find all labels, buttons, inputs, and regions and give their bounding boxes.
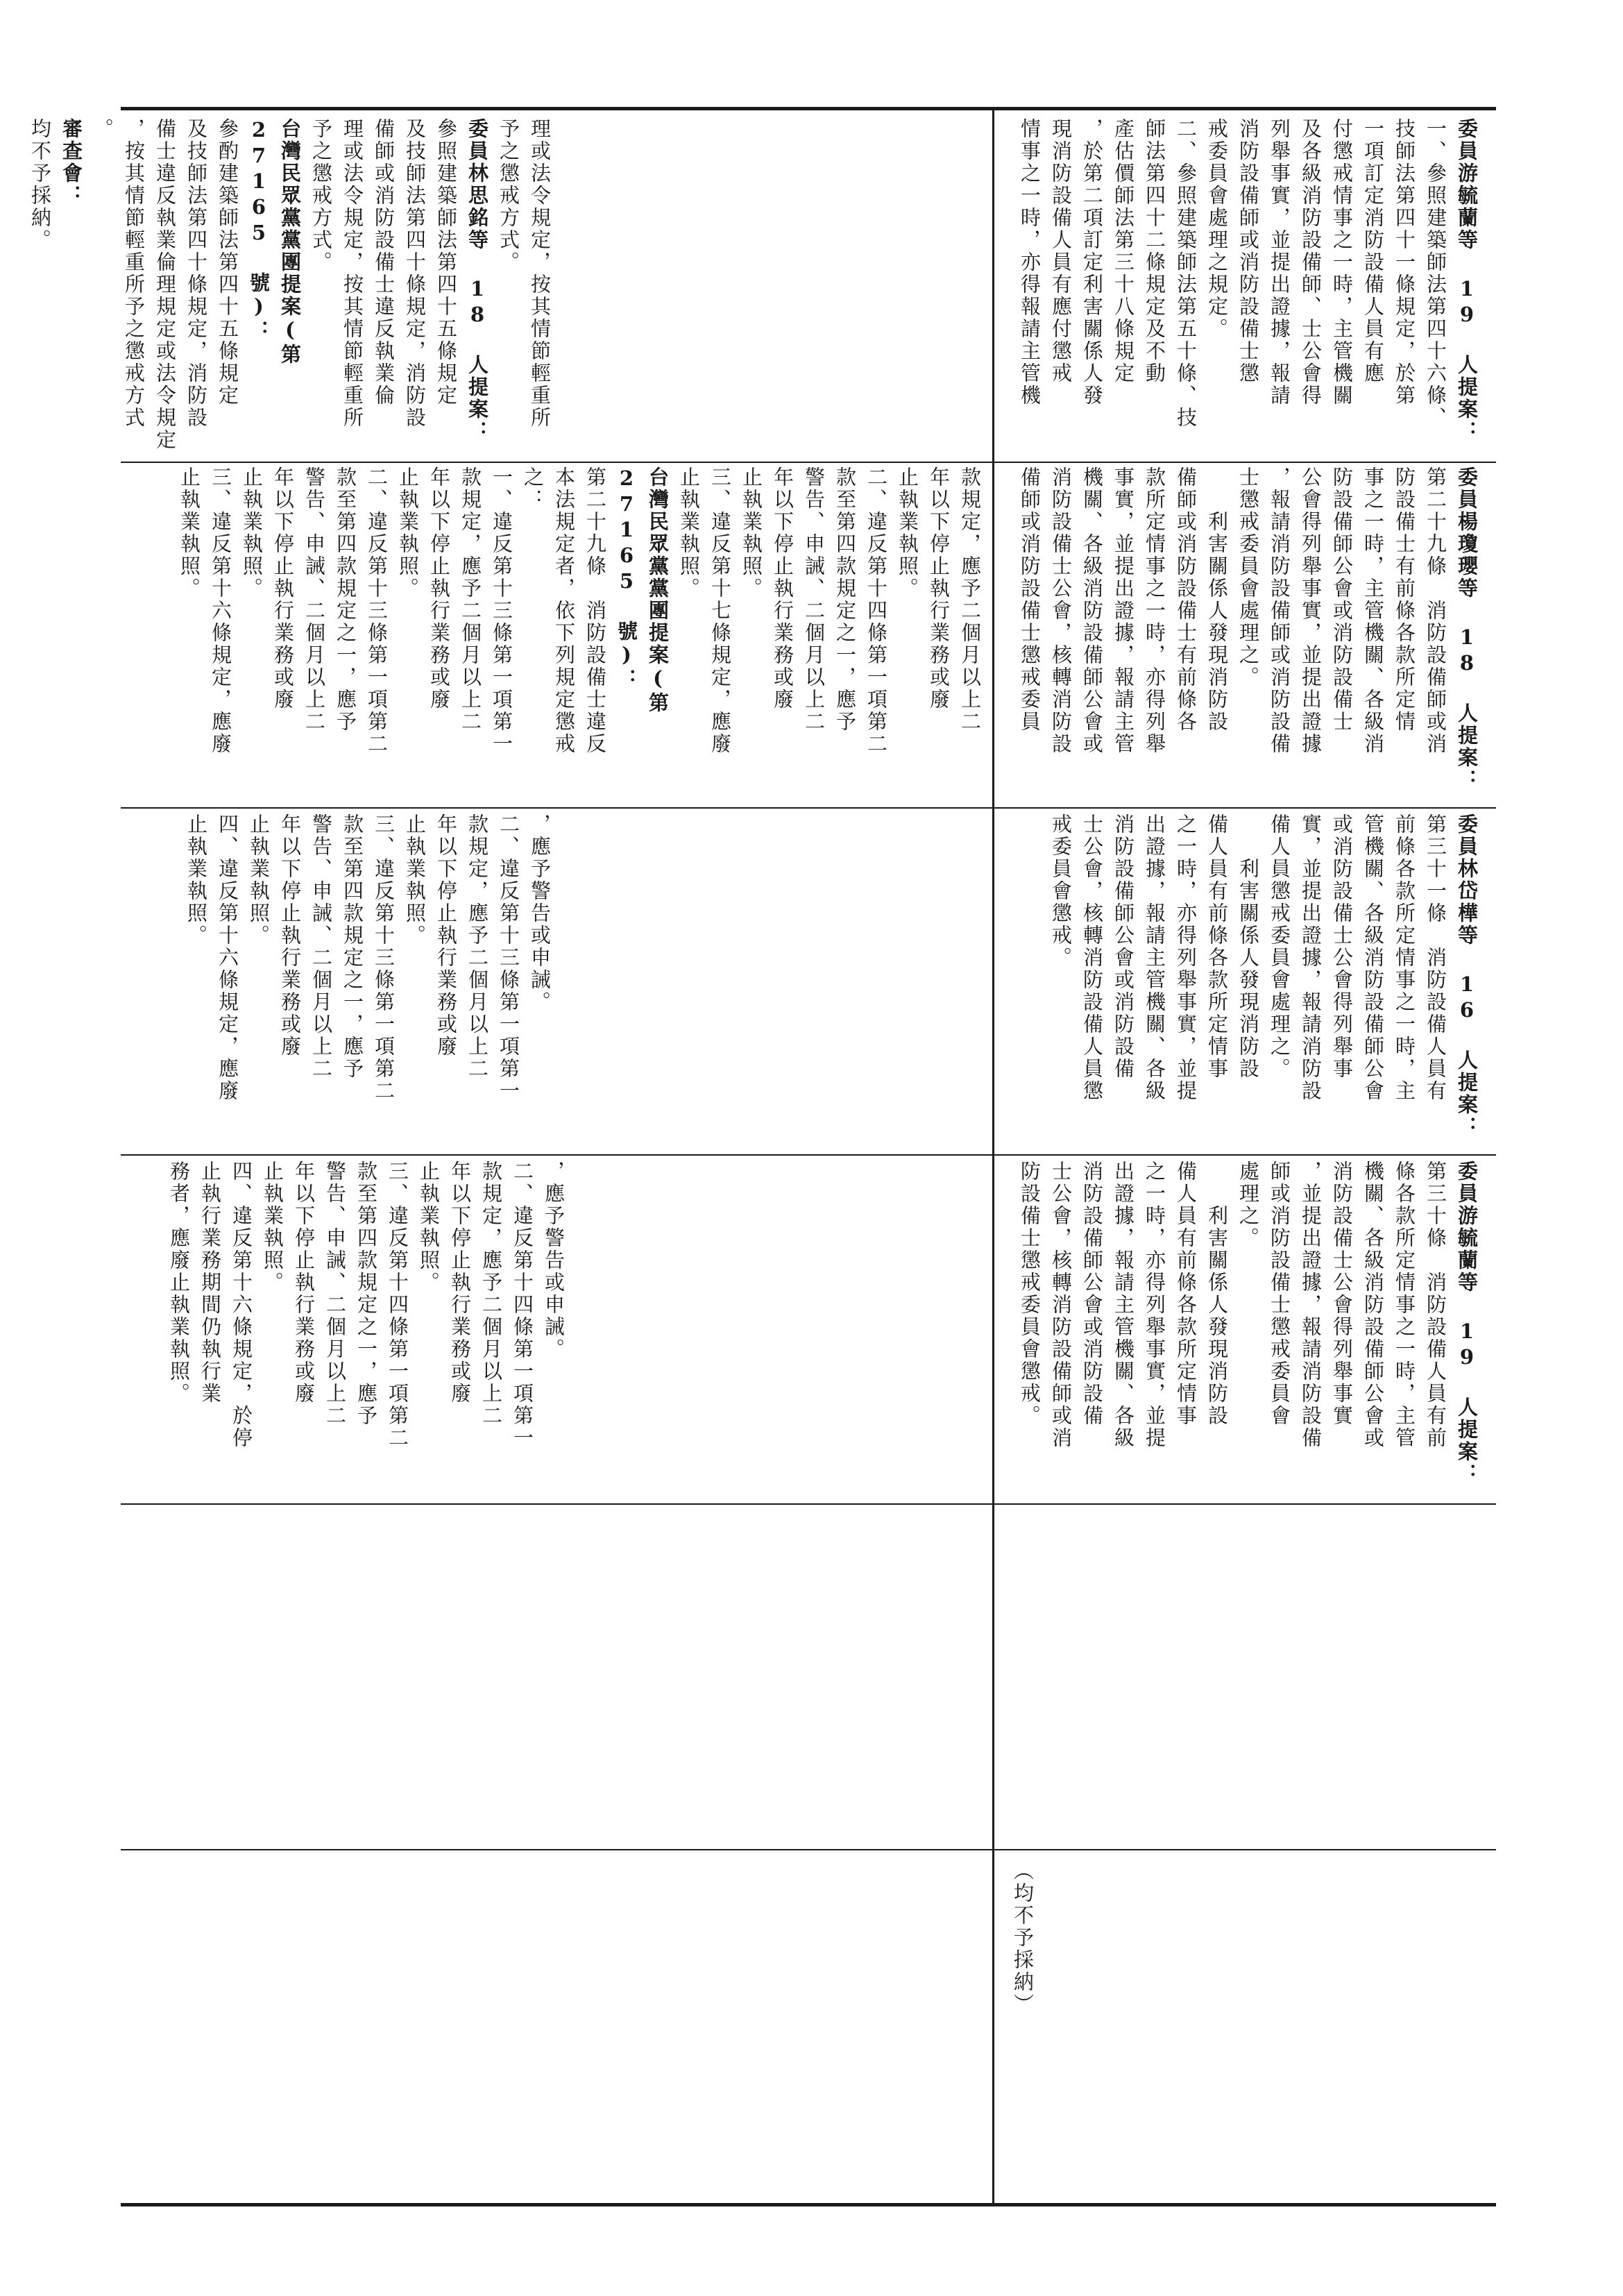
proposal-heading: 委員林思銘等 18 人提案： [466, 118, 489, 443]
text-line: 三、違反第十三條第一項第二 [372, 813, 396, 1102]
proposal-heading: 台灣民眾黨黨團提案(第 27165 號)： [615, 466, 670, 714]
text-line: 止執行業務期間仍執行業 [198, 1160, 222, 1405]
text-line: 止執業執照。 [240, 466, 264, 600]
text-line: 止執業執照。 [403, 813, 427, 947]
text-line: 備人員有前條各款所定情事 [1205, 813, 1229, 1080]
text-line: 消防設備士公會得列舉事實 [1330, 1160, 1354, 1427]
text-line: 及各級消防設備師、士公會得 [1299, 118, 1323, 407]
text-line: 本法規定者，依下列規定懲戒 [552, 466, 576, 755]
text-line: 技師法第四十一條規定，於第 [1393, 118, 1416, 407]
text-line: 年以下停止執行業務或廢 [434, 813, 458, 1058]
text-line: 均不予採納。 [28, 118, 52, 251]
text-line: 情事之一時，亦得報請主管機 [1018, 118, 1042, 407]
text-line: 四、違反第十六條規定，應廢 [216, 813, 239, 1102]
text-line: 款所定情事之一時，亦得列舉 [1143, 466, 1166, 755]
text-line: 公會得列舉事實，並提出證據 [1299, 466, 1323, 755]
lower-cell-3 [996, 813, 1482, 1150]
text-line: 予之懲戒方式。 [497, 118, 520, 273]
column-rule-3 [121, 1154, 1496, 1156]
text-line: 士懲戒委員會處理之。 [1237, 466, 1260, 689]
text-line: 防設備士懲戒委員會懲戒。 [1018, 1160, 1042, 1427]
text-line: 予之懲戒方式。 [309, 118, 333, 273]
review-result: （均不予採納） [1011, 1860, 1035, 2016]
text-line: 士公會，核轉消防設備人員懲 [1080, 813, 1104, 1102]
text-line: 參照建築師法第四十五條規定 [434, 118, 458, 407]
column-rule-4 [121, 1503, 1496, 1505]
proposal-heading: 委員游毓蘭等 19 人提案： [1455, 1160, 1479, 1485]
text-line: 年以下停止執行業務或廢 [448, 1160, 472, 1405]
text-line: 備師或消防設備士違反執業倫 [372, 118, 396, 407]
text-line: 年以下停止執行業務或廢 [427, 466, 451, 711]
text-line: 師法第四十二條規定及不動 [1143, 118, 1166, 385]
column-rule-1 [121, 462, 1496, 463]
text-line: 第二十九條 消防設備士違反 [584, 466, 607, 755]
proposal-heading: 台灣民眾黨黨團提案(第 27165 號)： [247, 118, 302, 366]
text-line: 款規定，應予二個月以上二 [459, 466, 482, 733]
lower-cell-1 [996, 118, 1482, 455]
upper-cell-2 [125, 466, 985, 803]
text-line: ，報請消防設備師或消防設備 [1268, 466, 1291, 755]
text-line: 四、違反第十六條規定，於停 [230, 1160, 253, 1449]
text-line: 備人員有前條各款所定情事 [1174, 1160, 1198, 1427]
text-line: 及技師法第四十條規定，消防設 [403, 118, 427, 429]
text-line: 管機關、各級消防設備師公會 [1361, 813, 1385, 1102]
text-line: 前條各款所定情事之一時，主 [1393, 813, 1416, 1102]
row-divider [992, 108, 994, 2204]
text-line: ，並提出證據，報請消防設備 [1299, 1160, 1323, 1449]
text-line: 第二十九條 消防設備師或消 [1424, 466, 1447, 755]
text-line: 年以下停止執行業務或廢 [292, 1160, 316, 1405]
text-line: 之一時，亦得列舉事實，並提 [1174, 813, 1198, 1102]
upper-cell-3 [125, 813, 555, 1150]
text-line: 警告、申誡、二個月以上二 [309, 813, 333, 1080]
text-line: 一、參照建築師法第四十六條、 [1424, 118, 1447, 429]
text-line: 備師或消防設備士懲戒委員 [1018, 466, 1042, 733]
text-line: 消防設備士公會，核轉消防設 [1049, 466, 1073, 755]
text-line: 利害關係人發現消防設 [1205, 1160, 1229, 1427]
text-line: 止執業執照。 [247, 813, 271, 947]
text-line: 利害關係人發現消防設 [1237, 813, 1260, 1080]
text-line: 三、違反第十六條規定，應廢 [209, 466, 232, 755]
text-line: ，按其情節輕重所予之懲戒方式 [122, 118, 146, 429]
text-line: 機關、各級消防設備師公會或 [1080, 466, 1104, 755]
text-line: 止執業執照。 [396, 466, 420, 600]
text-line: 警告、申誡、二個月以上二 [323, 1160, 347, 1427]
text-line: 戒委員會懲戒。 [1049, 813, 1073, 969]
text-line: 止執業執照。 [185, 813, 208, 947]
text-line: 實，並提出證據，報請消防設 [1299, 813, 1323, 1102]
text-line: ，於第二項訂定利害關係人發 [1080, 118, 1104, 407]
text-line: 止執業執照。 [677, 466, 701, 600]
text-line: 款至第四款規定之一，應予 [833, 466, 857, 733]
text-line: 列舉事實，並提出證據，報請 [1268, 118, 1291, 407]
text-line: 第三十一條 消防設備人員有 [1424, 813, 1447, 1102]
upper-cell-4 [125, 1160, 569, 1497]
text-line: ，應予警告或申誡。 [542, 1160, 566, 1360]
text-line: 年以下停止執行業務或廢 [271, 466, 295, 711]
text-line: 防設備師公會或消防設備士 [1330, 466, 1354, 733]
table-top-rule [121, 107, 1496, 110]
text-line: 付懲戒情事之一時，主管機關 [1330, 118, 1354, 407]
text-line: 止執業執照。 [417, 1160, 441, 1294]
text-line: 師或消防設備士懲戒委員會 [1268, 1160, 1291, 1427]
text-line: 現消防設備人員有應付懲戒 [1049, 118, 1073, 385]
text-line: 備師或消防設備士有前條各 [1174, 466, 1198, 733]
text-line: 防設備士有前條各款所定情 [1393, 466, 1416, 733]
text-line: 第三十條 消防設備人員有前 [1424, 1160, 1447, 1449]
text-line: 出證據，報請主管機關、各級 [1143, 813, 1166, 1102]
column-rule-5 [121, 1849, 1496, 1850]
text-line: 止執業執照。 [740, 466, 763, 600]
text-line: 三、違反第十七條規定，應廢 [708, 466, 732, 755]
text-line: 一、違反第十三條第一項第一 [490, 466, 513, 755]
text-line: 年以下停止執行業務或廢 [771, 466, 794, 711]
lower-cell-2 [996, 466, 1482, 803]
lower-cell-6 [996, 1860, 1038, 2197]
text-line: 消防設備師公會或消防設備 [1112, 813, 1135, 1080]
text-line: 止執業執照。 [896, 466, 919, 600]
upper-cell-1 [28, 118, 555, 455]
text-line: 警告、申誡、二個月以上二 [802, 466, 826, 733]
proposal-heading: 委員楊瓊瓔等 18 人提案： [1455, 466, 1479, 791]
text-line: 或消防設備士公會得列舉事 [1330, 813, 1354, 1080]
text-line: 款規定，應予二個月以上二 [958, 466, 982, 733]
proposal-heading: 委員林岱樺等 16 人提案： [1455, 813, 1479, 1138]
lower-cell-4 [996, 1160, 1482, 1497]
column-rule-2 [121, 807, 1496, 809]
text-line: 事之一時，主管機關、各級消 [1361, 466, 1385, 755]
text-line: 機關、各級消防設備師公會或 [1361, 1160, 1385, 1449]
text-line: 二、違反第十四條第一項第一 [511, 1160, 534, 1449]
text-line: 消防設備師或消防設備士懲 [1237, 118, 1260, 385]
text-line: 止執業執照。 [178, 466, 201, 600]
text-line: 年以下停止執行業務或廢 [927, 466, 951, 711]
text-line: 二、違反第十三條第一項第一 [497, 813, 520, 1102]
text-line: 消防設備師公會或消防設備 [1080, 1160, 1104, 1427]
text-line: 止執業執照。 [261, 1160, 284, 1294]
text-line: 款至第四款規定之一，應予 [334, 466, 357, 733]
text-line: ，應予警告或申誡。 [528, 813, 552, 1013]
text-line: 備人員懲戒委員會處理之。 [1268, 813, 1291, 1080]
text-line: 年以下停止執行業務或廢 [278, 813, 302, 1058]
text-line: 二、違反第十三條第一項第二 [365, 466, 389, 755]
text-line: 條各款所定情事之一時，主管 [1393, 1160, 1416, 1449]
text-line: 理或法令規定，按其情節輕重所 [528, 118, 552, 429]
text-line: 款規定，應予二個月以上二 [466, 813, 489, 1080]
text-line: 處理之。 [1237, 1160, 1260, 1249]
text-line: 產估價師法第三十八條規定 [1112, 118, 1135, 385]
text-line: 之一時，亦得列舉事實，並提 [1143, 1160, 1166, 1449]
text-line: 款至第四款規定之一，應予 [341, 813, 364, 1080]
text-line: 三、違反第十四條第一項第二 [386, 1160, 409, 1449]
text-line: 戒委員會處理之規定。 [1205, 118, 1229, 340]
text-line: 理或法令規定，按其情節輕重所 [341, 118, 364, 429]
text-line: 一項訂定消防設備人員有應 [1361, 118, 1385, 385]
text-line: 款至第四款規定之一，應予 [355, 1160, 378, 1427]
text-line: 。 [91, 118, 114, 140]
text-line: 二、違反第十四條第一項第二 [865, 466, 888, 755]
text-line: 之： [521, 466, 545, 511]
text-line: 士公會，核轉消防設備師或消 [1049, 1160, 1073, 1449]
text-line: 利害關係人發現消防設 [1205, 466, 1229, 733]
proposal-heading: 委員游毓蘭等 19 人提案： [1455, 118, 1479, 443]
text-line: 二、參照建築師法第五十條、技 [1174, 118, 1198, 429]
text-line: 警告、申誡、二個月以上二 [303, 466, 326, 733]
text-line: 務者，應廢止執業執照。 [167, 1160, 191, 1405]
text-line: 及技師法第四十條規定，消防設 [185, 118, 208, 429]
text-line: 備士違反執業倫理規定或法令規定 [153, 118, 177, 451]
text-line: 出證據，報請主管機關、各級 [1112, 1160, 1135, 1449]
text-line: 事實，並提出證據，報請主管 [1112, 466, 1135, 755]
table-bottom-rule [121, 2203, 1496, 2206]
text-line: 參酌建築師法第四十五條規定 [216, 118, 239, 407]
review-heading: 審查會： [60, 118, 83, 207]
text-line: 款規定，應予二個月以上二 [479, 1160, 503, 1427]
